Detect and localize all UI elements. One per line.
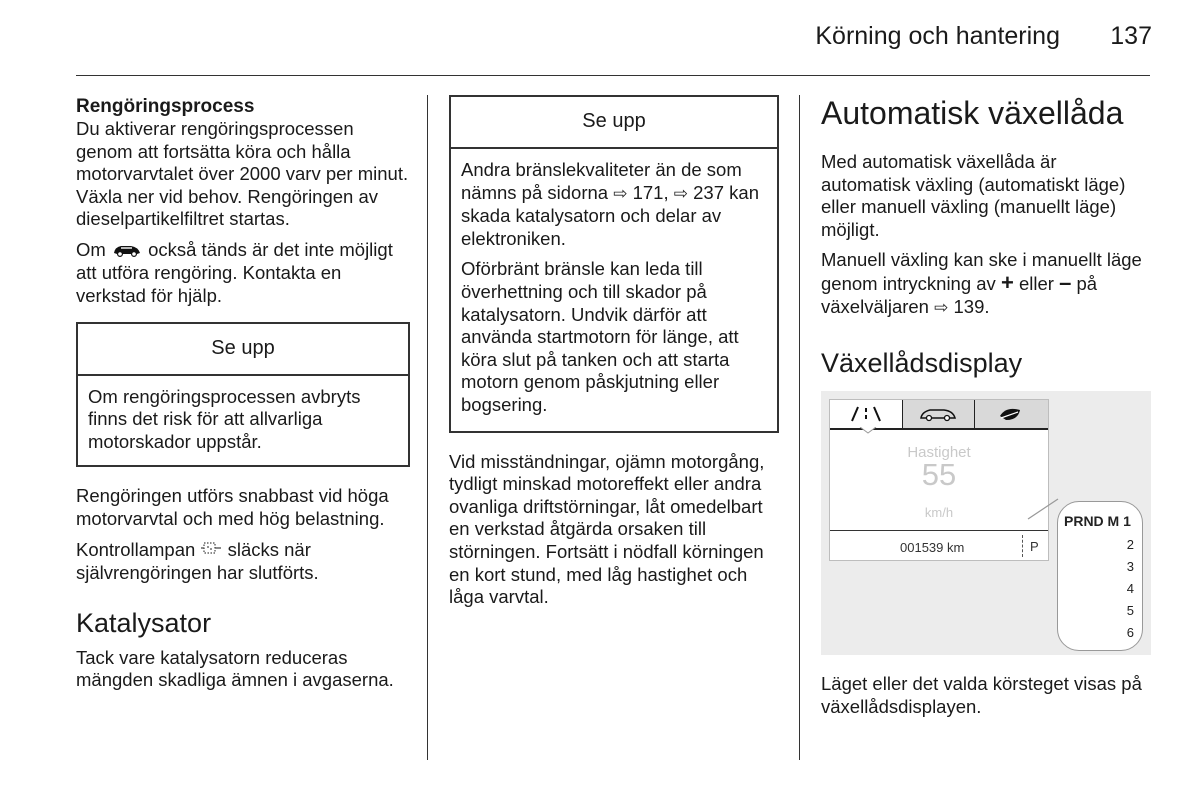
column-1 — [76, 96, 410, 700]
page-header-title: Körning och hantering — [815, 22, 1060, 50]
driver-info-display — [829, 399, 1049, 561]
display-tab-bar — [830, 400, 1048, 430]
paragraph — [76, 539, 410, 585]
eco-leaf-icon — [974, 400, 1048, 428]
page-reference-arrow-icon: ⇨ — [934, 297, 949, 317]
column-3 — [821, 95, 1151, 726]
display-footer — [830, 530, 1048, 561]
caution-box — [76, 322, 410, 468]
page-number: 137 — [1110, 22, 1152, 50]
page-reference-arrow-icon: ⇨ — [673, 183, 688, 203]
tab-road — [830, 400, 903, 428]
text-fragment: Om — [76, 238, 106, 260]
caution-body — [451, 149, 777, 431]
header-rule — [76, 75, 1150, 76]
column-2 — [449, 95, 779, 617]
text-fragment: kan skada katalysatorn och delar av elektroniken. — [461, 181, 759, 249]
page-reference[interactable]: 237 — [693, 181, 725, 203]
text-fragment: Manuell växling kan ske i manuellt läge genom intryckning av — [821, 249, 1142, 294]
caution-box — [449, 95, 779, 433]
paragraph — [76, 239, 410, 308]
section-subheading: Rengöringsprocess — [76, 96, 255, 117]
page-reference[interactable]: 139. — [953, 295, 990, 317]
gear-number: 6 — [1126, 625, 1134, 641]
tab-pointer-icon — [858, 427, 878, 435]
display-speed-unit: km/h — [924, 505, 954, 521]
odometer-readout: 001539 km — [900, 540, 965, 556]
gear-number: 2 — [1126, 537, 1134, 553]
road-icon — [830, 400, 902, 428]
caution-title: Se upp — [78, 324, 408, 376]
gear-callout — [1057, 501, 1143, 651]
gear-number: 3 — [1126, 559, 1134, 575]
display-speed-value: 55 — [921, 457, 957, 493]
paragraph: Med automatisk växellåda är automatisk växling (automatiskt läge) eller manuell växling (manuellt läge) möjligt. — [821, 151, 1126, 240]
gear-number: 4 — [1126, 581, 1134, 597]
paragraph: Tack vare katalysatorn reduceras mängden skadliga ämnen i avgaserna. — [76, 646, 394, 691]
gear-number: 5 — [1126, 603, 1134, 619]
paragraph: Läget eller det valda körsteget visas på växellådsdisplayen. — [821, 673, 1142, 717]
plus-symbol: + — [1000, 269, 1014, 295]
text-fragment: på växelväljaren — [821, 272, 1098, 317]
text-fragment: också tänds är det inte möjligt att utföra rengöring. Kontakta en verkstad för hjälp. — [76, 238, 393, 306]
particle-filter-icon — [200, 539, 222, 562]
text-fragment: Kontrollampan — [76, 538, 196, 560]
section-heading: Katalysator — [76, 607, 212, 638]
caution-text: Om rengöringsprocessen avbryts finns det risk för att allvarliga motorskador uppstår. — [88, 385, 361, 452]
transmission-display-figure — [821, 391, 1151, 655]
caution-text: Oförbränt bränsle kan leda till överhettning och till skador på katalysatorn. Undvik därför att använda startmotorn för länge, att köra slut på tanken och att starta motorn genom påskjutning eller bogsering. — [461, 258, 739, 415]
text-fragment: eller — [1018, 272, 1054, 294]
minus-symbol: – — [1059, 269, 1072, 295]
page-reference-arrow-icon: ⇨ — [613, 183, 628, 203]
section-heading: Växellådsdisplay — [821, 348, 1023, 379]
column-rule-left — [427, 95, 428, 760]
tab-car — [902, 400, 975, 428]
paragraph: Rengöringen utförs snabbast vid höga motorvarvtal och med hög belastning. — [76, 485, 389, 529]
tab-eco — [974, 400, 1048, 428]
current-gear: P — [1030, 539, 1039, 555]
chapter-heading: Automatisk växellåda — [821, 95, 1124, 131]
text-fragment: släcks när självrengöringen har slutförts. — [76, 538, 319, 583]
text-fragment: Andra bränslekvaliteter än de som nämns på sidorna — [461, 159, 742, 203]
gear-selector-modes: PRND M 1 — [1064, 513, 1131, 530]
caution-body — [78, 376, 408, 466]
engine-service-icon — [111, 240, 143, 263]
footer-divider — [1022, 535, 1023, 557]
paragraph — [821, 249, 1151, 319]
car-icon — [902, 400, 974, 428]
display-speed-label: Hastighet — [907, 444, 971, 462]
paragraph: Du aktiverar rengöringsprocessen genom att fortsätta köra och hålla motorvarvtalet över 2000 varv per minut. Växla ner vid behov. Rengöringen av dieselpartikelfiltret startas. — [76, 118, 409, 230]
caution-text — [461, 159, 767, 250]
caution-title: Se upp — [451, 97, 777, 149]
column-rule-right — [799, 95, 800, 760]
page-reference[interactable]: 171, — [632, 181, 669, 203]
paragraph: Vid misständningar, ojämn motorgång, tydligt minskad motoreffekt eller andra ovanliga driftstörningar, låt omedelbart en verkstad åtgärda orsaken till störningen. Fortsätt i nödfall körningen en kort stund, med låg hastighet och låga varvtal. — [449, 450, 765, 608]
